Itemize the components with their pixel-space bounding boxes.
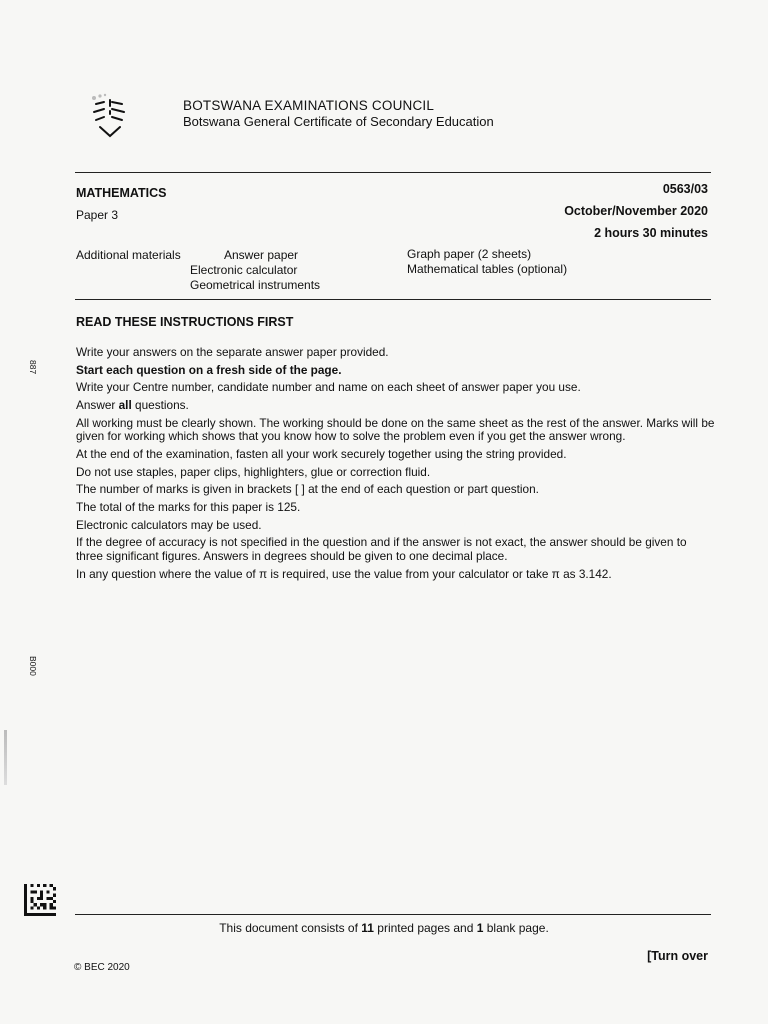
footer-text-part: This document consists of xyxy=(219,921,362,935)
answer-suffix: questions. xyxy=(131,398,189,413)
instructions-list xyxy=(76,346,716,585)
subject-title: MATHEMATICS xyxy=(76,186,167,200)
instruction-line: The total of the marks for this paper is 125. xyxy=(76,500,301,514)
instruction-line: All working must be clearly shown. The working should be done on the same sheet as the rest of the answer. Marks will be given for working which shows that you know how to solve the problem even if you get the answer wrong. xyxy=(76,415,715,444)
material-item: Answer paper xyxy=(224,248,299,262)
syllabus-code: 0563/03 xyxy=(662,182,708,196)
instruction-line: Electronic calculators may be used. xyxy=(76,517,262,532)
exam-session: October/November 2020 xyxy=(564,204,708,218)
page-count-note xyxy=(0,921,768,935)
footer-text-part: printed pages and xyxy=(373,921,477,935)
material-item: Geometrical instruments xyxy=(190,278,321,292)
material-item: Electronic calculator xyxy=(190,263,298,277)
bec-crest-icon xyxy=(86,92,134,144)
side-code: B000 xyxy=(28,656,38,676)
answer-emphasis: all xyxy=(118,398,132,413)
footer-text-part: blank page. xyxy=(483,921,549,935)
scan-mark xyxy=(4,730,7,785)
datamatrix-barcode-icon xyxy=(23,884,57,916)
council-name: BOTSWANA EXAMINATIONS COUNCIL xyxy=(183,98,435,113)
header-divider xyxy=(75,172,711,173)
instruction-line xyxy=(76,399,716,413)
instruction-line: If the degree of accuracy is not specified in the question and if the answer is not exact, the answer should be given to three significant figures. Answers in degrees should be given to one decimal place. xyxy=(76,535,687,563)
materials-divider xyxy=(75,299,711,300)
certificate-name: Botswana General Certificate of Secondary Education xyxy=(183,114,494,129)
instruction-line: Start each question on a fresh side of the page. xyxy=(76,362,342,377)
instructions-heading: READ THESE INSTRUCTIONS FIRST xyxy=(76,315,294,329)
instruction-line: At the end of the examination, fasten all your work securely together using the string provided. xyxy=(76,446,567,461)
printed-page-count: 11 xyxy=(361,921,374,935)
copyright-notice: © BEC 2020 xyxy=(74,962,130,973)
exam-duration: 2 hours 30 minutes xyxy=(594,226,708,240)
blank-page-count: 1 xyxy=(476,921,484,935)
material-item: Graph paper (2 sheets) xyxy=(407,247,532,261)
turn-over-label: [Turn over xyxy=(647,949,708,963)
materials-label: Additional materials xyxy=(76,248,181,262)
paper-number: Paper 3 xyxy=(76,208,119,222)
material-item: Mathematical tables (optional) xyxy=(407,262,568,276)
footer-divider xyxy=(75,914,711,915)
instruction-line: The number of marks is given in brackets [ ] at the end of each question or part question. xyxy=(76,482,539,497)
side-code: 887 xyxy=(28,360,38,375)
instruction-line: Write your Centre number, candidate number and name on each sheet of answer paper you use. xyxy=(76,380,581,395)
instruction-line: Do not use staples, paper clips, highlighters, glue or correction fluid. xyxy=(76,464,431,479)
instruction-line: Write your answers on the separate answer paper provided. xyxy=(76,345,389,359)
answer-prefix: Answer xyxy=(76,398,119,413)
instruction-line: In any question where the value of π is required, use the value from your calculator or take π as 3.142. xyxy=(76,566,612,581)
